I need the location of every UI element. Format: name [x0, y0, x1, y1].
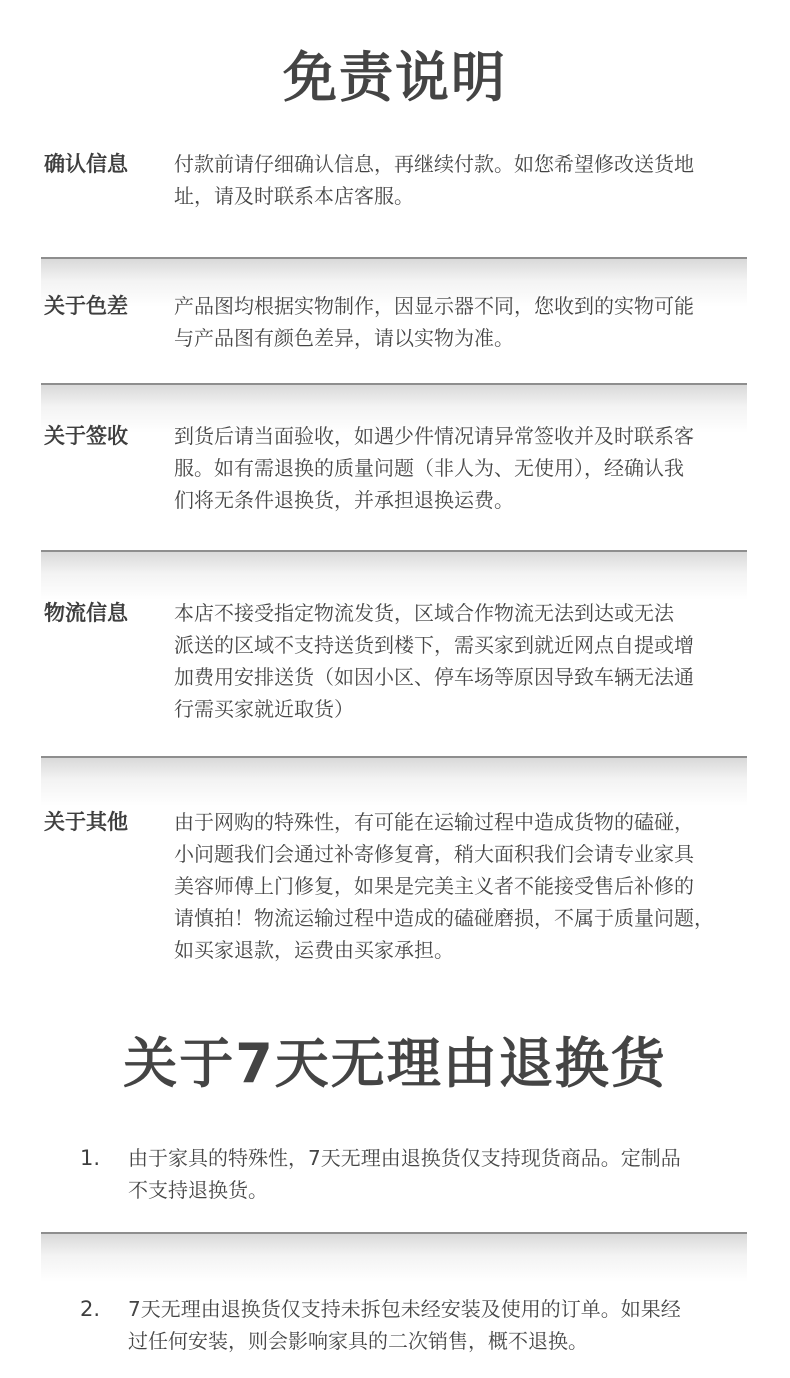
- section-text-line: 到货后请当面验收，如遇少件情况请异常签收并及时联系客: [174, 424, 694, 448]
- item-text-line: 7天无理由退换货仅支持未拆包未经安装及使用的订单。如果经: [128, 1297, 681, 1321]
- section-label: 关于签收: [44, 424, 128, 448]
- item-text-line: 不支持退换货。: [128, 1178, 268, 1202]
- section-label: 关于其他: [44, 810, 128, 834]
- section-text-line: 产品图均根据实物制作，因显示器不同，您收到的实物可能: [174, 294, 694, 318]
- section-text: [174, 148, 759, 212]
- section-text-line: 付款前请仔细确认信息，再继续付款。如您希望修改送货地: [174, 152, 694, 176]
- section-divider: [41, 1232, 747, 1282]
- section-text-line: 美容师傅上门修复，如果是完美主义者不能接受售后补修的: [174, 874, 694, 898]
- item-text: [128, 1142, 748, 1206]
- section-text: [174, 597, 759, 725]
- item-number: 1.: [80, 1146, 101, 1170]
- section-text: [174, 806, 759, 966]
- section-text: [174, 290, 759, 354]
- item-text: [128, 1293, 748, 1357]
- returns-title: 关于7天无理由退换货: [123, 1032, 667, 1095]
- section-label: 物流信息: [44, 601, 128, 625]
- section-divider: [41, 550, 747, 600]
- item-text-line: 过任何安装，则会影响家具的二次销售，概不退换。: [128, 1329, 588, 1353]
- section-text-line: 小问题我们会通过补寄修复膏，稍大面积我们会请专业家具: [174, 842, 694, 866]
- section-text-line: 请慎拍！物流运输过程中造成的磕碰磨损，不属于质量问题，: [174, 906, 714, 930]
- section-text-line: 本店不接受指定物流发货，区域合作物流无法到达或无法: [174, 601, 674, 625]
- section-text-line: 们将无条件退换货，并承担退换运费。: [174, 488, 514, 512]
- section-divider: [41, 756, 747, 806]
- section-text-line: 址，请及时联系本店客服。: [174, 184, 414, 208]
- section-text-line: 行需买家就近取货）: [174, 697, 354, 721]
- section-text-line: 派送的区域不支持送货到楼下，需买家到就近网点自提或增: [174, 633, 694, 657]
- section-text-line: 服。如有需退换的质量问题（非人为、无使用），经确认我: [174, 456, 684, 480]
- section-text: [174, 420, 759, 516]
- section-text-line: 与产品图有颜色差异，请以实物为准。: [174, 326, 514, 350]
- disclaimer-title: 免责说明: [283, 46, 507, 109]
- item-text-line: 由于家具的特殊性，7天无理由退换货仅支持现货商品。定制品: [128, 1146, 681, 1170]
- item-number: 2.: [80, 1297, 101, 1321]
- section-label: 确认信息: [44, 152, 128, 176]
- section-text-line: 如买家退款，运费由买家承担。: [174, 938, 454, 962]
- section-text-line: 由于网购的特殊性，有可能在运输过程中造成货物的磕碰，: [174, 810, 694, 834]
- section-text-line: 加费用安排送货（如因小区、停车场等原因导致车辆无法通: [174, 665, 694, 689]
- section-label: 关于色差: [44, 294, 128, 318]
